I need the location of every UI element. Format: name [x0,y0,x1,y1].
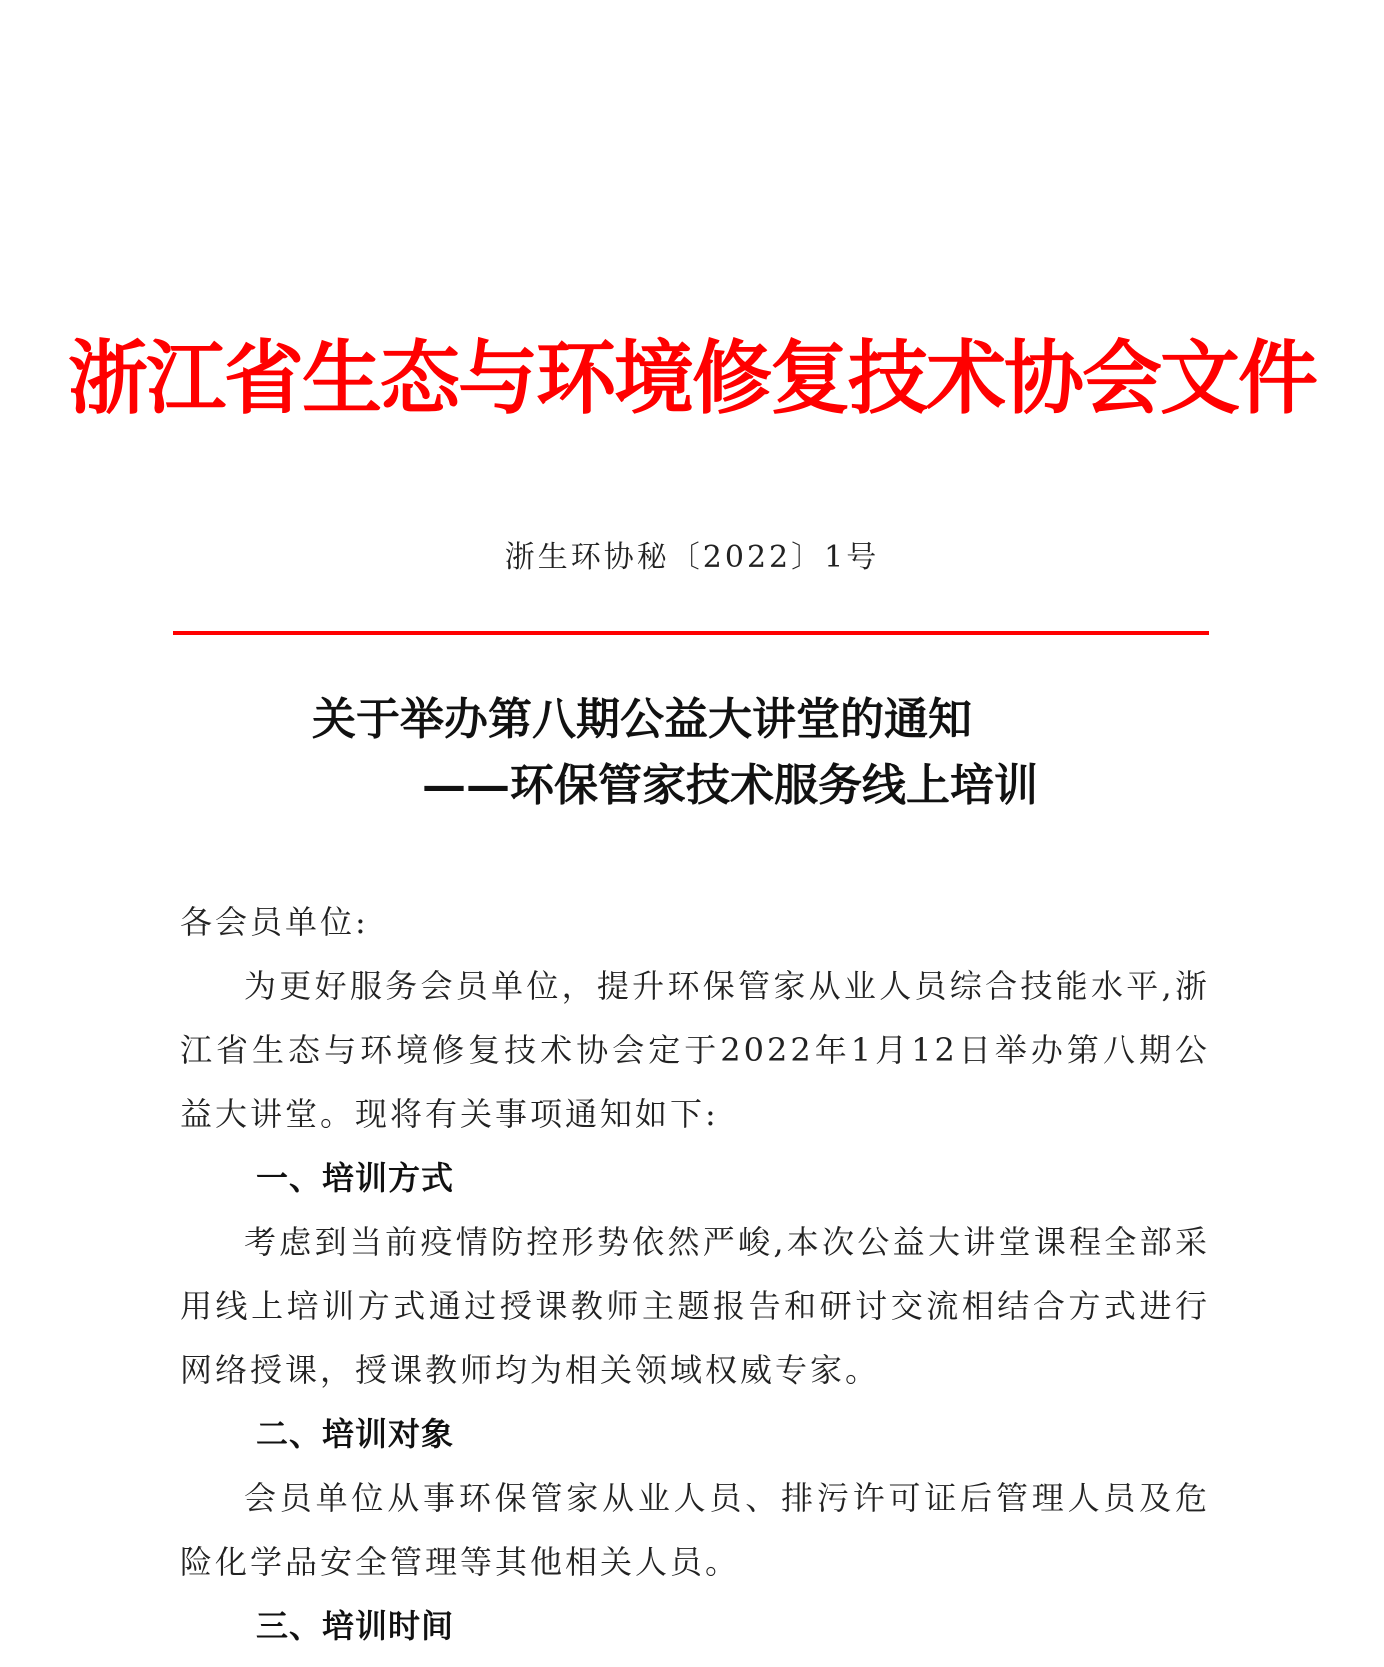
notice-title: 关于举办第八期公益大讲堂的通知 [312,694,972,745]
notice-subtitle: ——环保管家技术服务线上培训 [422,760,1038,811]
section-text-training-method: 考虑到当前疫情防控形势依然严峻,本次公益大讲堂课程全部采用线上培训方式通过授课教师主题报告和研讨交流相结合方式进行网络授课，授课教师均为相关领域权威专家。 [180,1223,1210,1389]
salutation: 各会员单位: [180,903,369,941]
red-divider-line [173,631,1209,635]
section-heading-training-method: 一、培训方式 [256,1159,455,1197]
organization-header-title: 浙江省生态与环境修复技术协会文件 [68,331,1316,425]
section-text-training-audience: 会员单位从事环保管家从业人员、排污许可证后管理人员及危险化学品安全管理等其他相关人员。 [180,1479,1210,1581]
document-number: 浙生环协秘〔2022〕1号 [504,540,880,575]
section-heading-training-time: 三、培训时间 [256,1607,455,1645]
section-heading-training-audience: 二、培训对象 [256,1415,455,1453]
document-body [180,890,1210,1658]
intro-paragraph: 为更好服务会员单位，提升环保管家从业人员综合技能水平,浙江省生态与环境修复技术协会定于2022年1月12日举办第八期公益大讲堂。现将有关事项通知如下: [180,967,1210,1133]
